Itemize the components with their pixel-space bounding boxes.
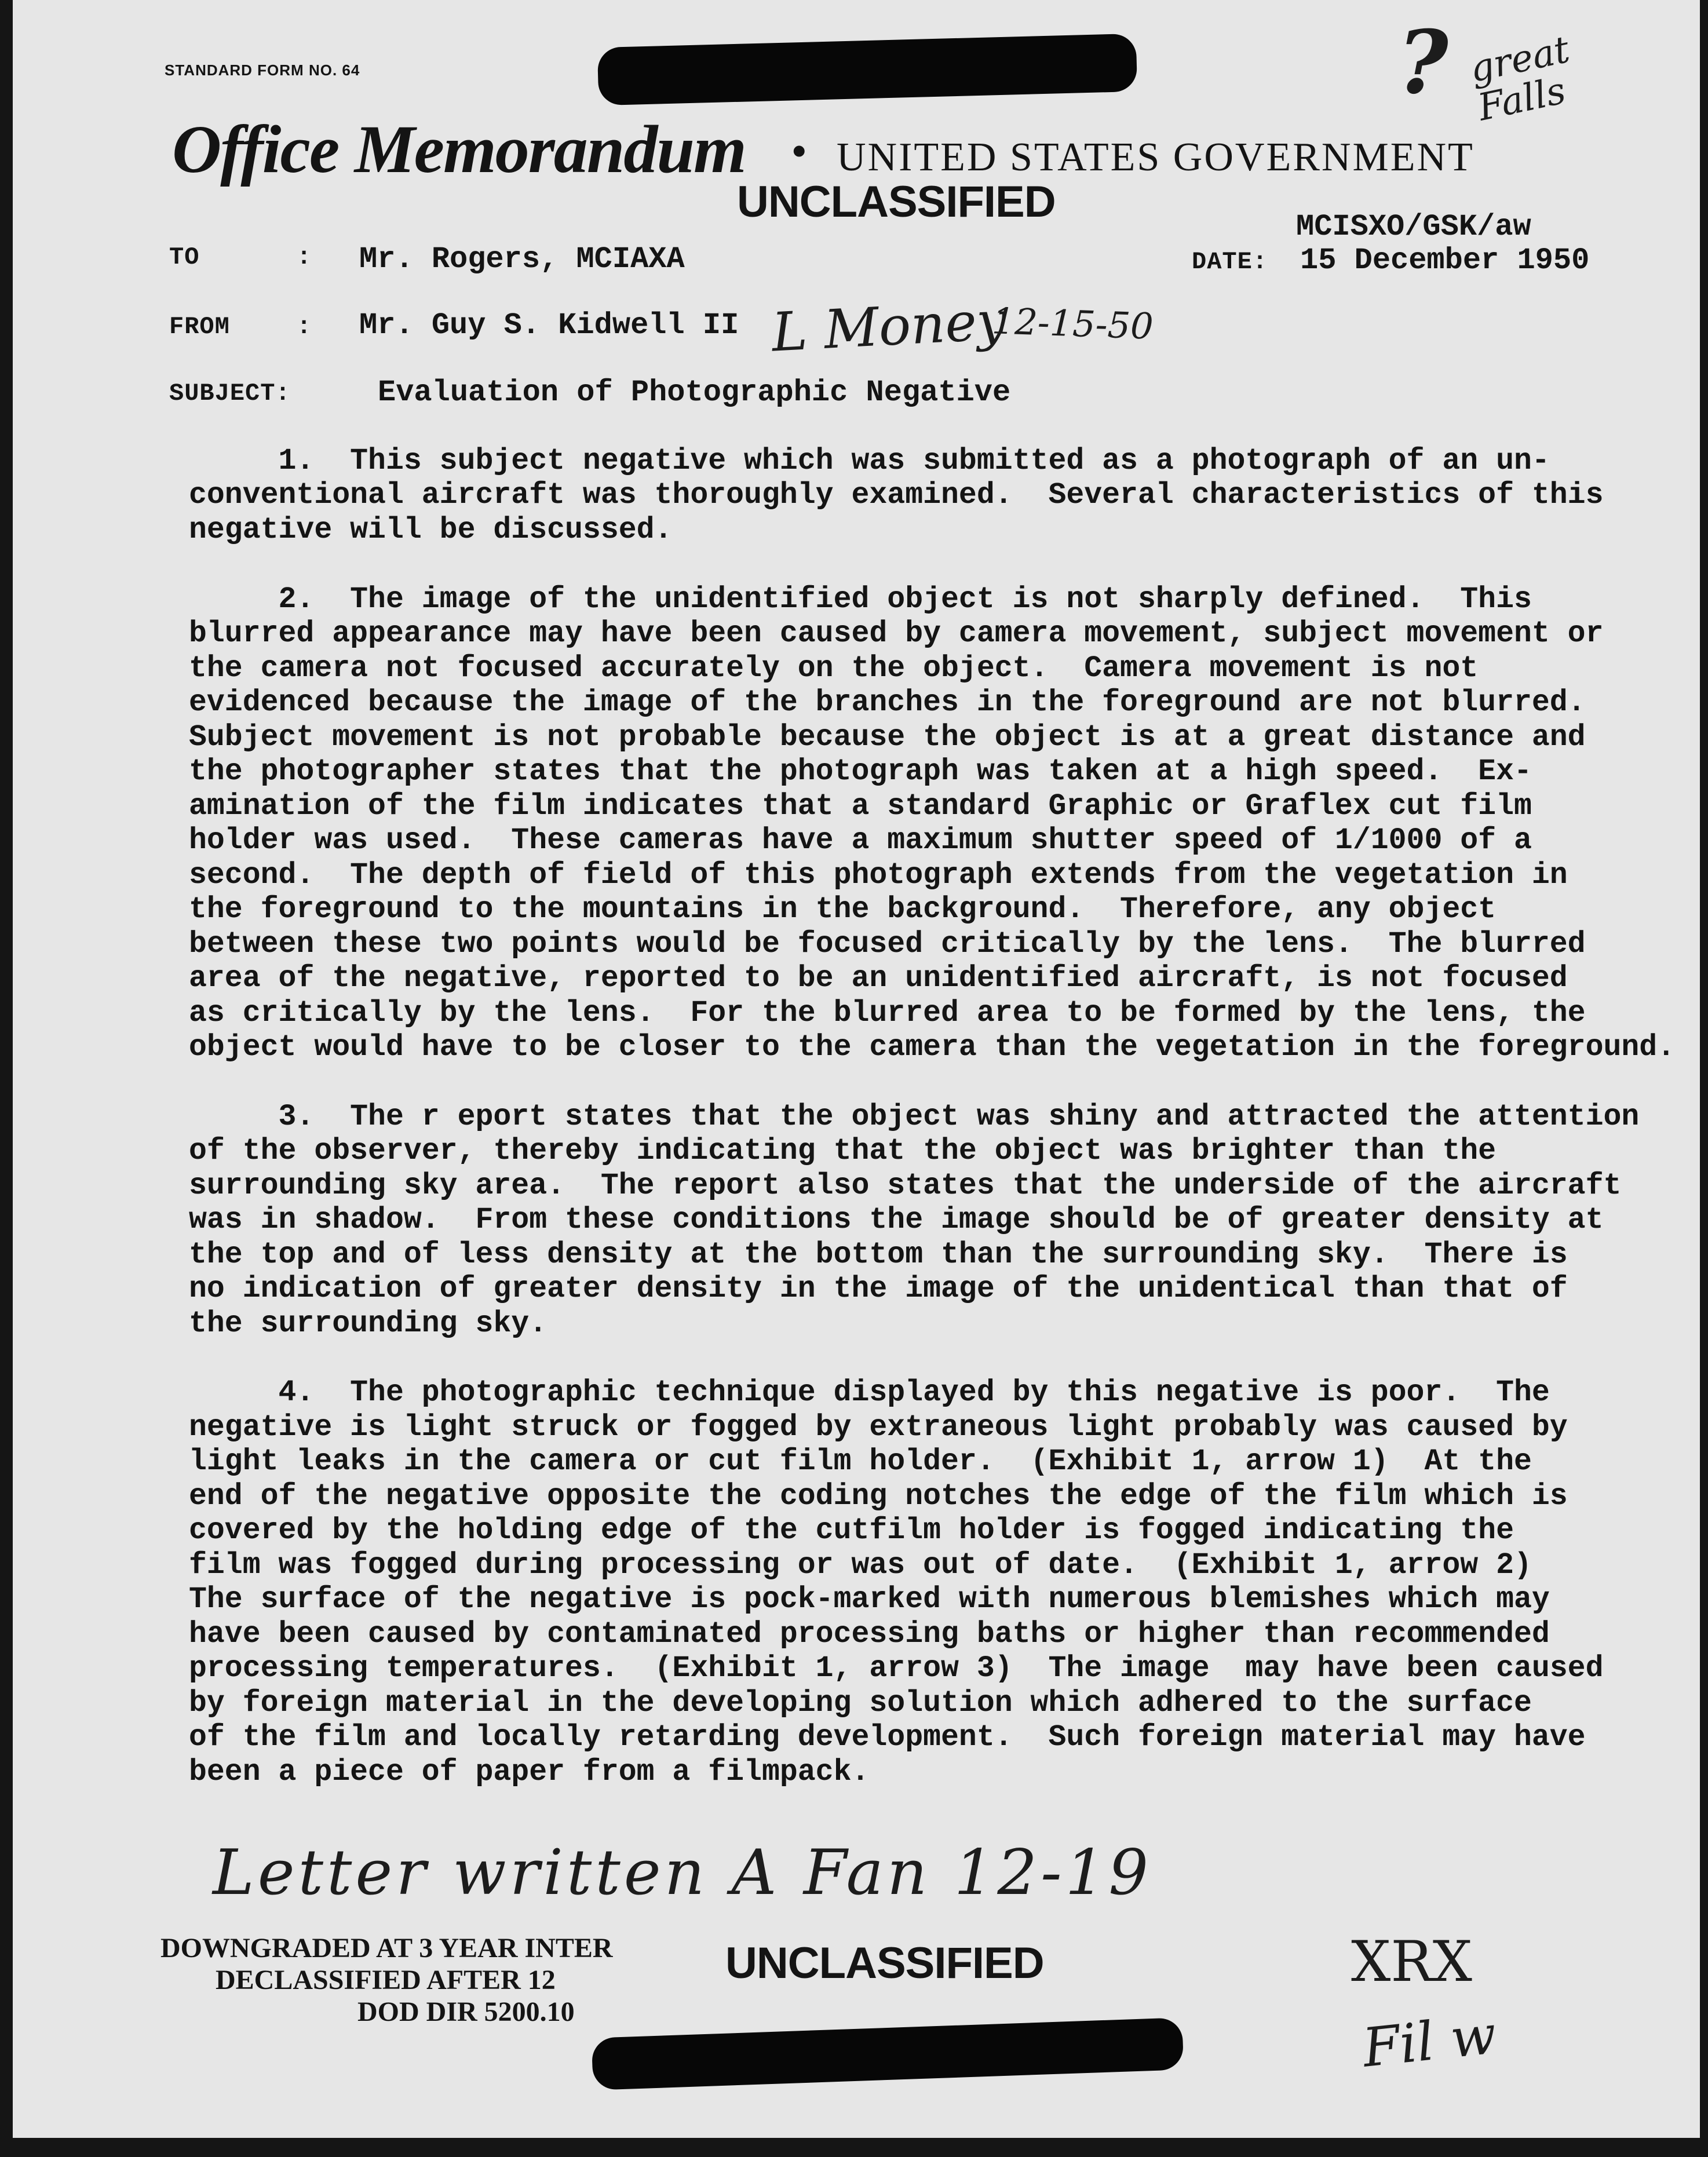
handwritten-file-note: Fil w [1360,2003,1499,2079]
from-value: Mr. Guy S. Kidwell II [359,308,739,342]
downgrade-line2: DECLASSIFIED AFTER 12 [216,1965,556,1995]
para4-line9: processing temperatures. (Exhibit 1, arrow 3) The image may have been caused [189,1652,1604,1685]
para4-line8: have been caused by contaminated processing baths or higher than recommended [189,1618,1550,1651]
from-colon: : [297,313,312,341]
redaction-bar-top [597,34,1137,105]
redaction-bar-bottom [592,2017,1184,2090]
para3-line7: the surrounding sky. [189,1307,548,1341]
para3-line5: the top and of less density at the bottom than the surrounding sky. There is [189,1238,1568,1272]
para4-line10: by foreign material in the developing solution which adhered to the surface [189,1687,1532,1720]
para2-line10: the foreground to the mountains in the background. Therefore, any object [189,893,1497,926]
downgrade-line1: DOWNGRADED AT 3 YEAR INTER [160,1933,613,1963]
from-label: FROM [169,313,230,341]
para4-line1: 4. The photographic technique displayed by this negative is poor. The [189,1376,1550,1410]
date-label: DATE: [1192,248,1268,276]
para2-line5: Subject movement is not probable because the object is at a great distance and [189,721,1586,754]
to-label: TO [169,243,200,271]
para4-line11: of the film and locally retarding development. Such foreign material may have [189,1721,1586,1754]
para2-line11: between these two points would be focused critically by the lens. The blurred [189,928,1586,961]
para4-line3: light leaks in the camera or cut film holder. (Exhibit 1, arrow 1) At the [189,1445,1532,1479]
para2-line14: object would have to be closer to the camera than the vegetation in the foreground. [189,1031,1676,1064]
para4-line7: The surface of the negative is pock-marked with numerous blemishes which may [189,1583,1550,1616]
standard-form-number: STANDARD FORM NO. 64 [165,61,360,79]
para2-line8: holder was used. These cameras have a maximum shutter speed of 1/1000 of a [189,824,1532,857]
para3-line2: of the observer, thereby indicating that the object was brighter than the [189,1134,1497,1168]
para2-line13: as critically by the lens. For the blurred area to be formed by the lens, the [189,997,1586,1030]
para3-line1: 3. The r eport states that the object was shiny and attracted the attention [189,1100,1640,1134]
downgrade-line3: DOD DIR 5200.10 [357,1997,575,2027]
handwritten-letter-note: Letter written A Fan 12-19 [213,1837,1152,1909]
para3-line4: was in shadow. From these conditions the image should be of greater density at [189,1203,1604,1237]
para2-line12: area of the negative, reported to be an unidentified aircraft, is not focused [189,962,1568,995]
classification-stamp-bottom: UNCLASSIFIED [725,1939,1044,1988]
para4-line5: covered by the holding edge of the cutfilm holder is fogged indicating the [189,1514,1514,1548]
para2-line1: 2. The image of the unidentified object is not sharply defined. This [189,583,1532,616]
para2-line7: amination of the film indicates that a standard Graphic or Graflex cut film [189,790,1532,823]
handwritten-xrx: XRX [1351,1929,1472,1994]
para4-line6: film was fogged during processing or was out of date. (Exhibit 1, arrow 2) [189,1549,1532,1582]
para2-line4: evidenced because the image of the branches in the foreground are not blurred. [189,686,1586,720]
signature-date: 12-15-50 [991,300,1154,348]
subject-value: Evaluation of Photographic Negative [378,375,1011,410]
para4-line2: negative is light struck or fogged by extraneous light probably was caused by [189,1411,1568,1444]
para1-line3: negative will be discussed. [189,513,673,547]
subject-label: SUBJECT: [169,379,291,407]
memo-title: Office Memorandum [172,111,746,187]
to-colon: : [297,243,312,271]
para2-line2: blurred appearance may have been caused by camera movement, subject movement or [189,617,1604,651]
para4-line12: been a piece of paper from a filmpack. [189,1755,870,1789]
title-separator: • [792,129,806,174]
to-value: Mr. Rogers, MCIAXA [359,242,685,276]
para3-line6: no indication of greater density in the image of the unidentical than that of [189,1272,1568,1306]
signature: L Money [770,289,1009,364]
para2-line3: the camera not focused accurately on the object. Camera movement is not [189,652,1479,685]
para3-line3: surrounding sky area. The report also states that the underside of the aircraft [189,1169,1622,1203]
para2-line9: second. The depth of field of this photograph extends from the vegetation in [189,859,1568,892]
handwritten-question-mark: ? [1397,12,1448,114]
para1-line2: conventional aircraft was thoroughly examined. Several characteristics of this [189,479,1604,512]
handwritten-note-top: great Falls [1466,28,1574,130]
date-value: 15 December 1950 [1300,243,1590,278]
para4-line4: end of the negative opposite the coding notches the edge of the film which is [189,1480,1568,1513]
classification-stamp-top: UNCLASSIFIED [737,177,1056,227]
government-title: UNITED STATES GOVERNMENT [837,135,1475,180]
reference-code: MCISXO/GSK/aw [1296,210,1531,244]
para2-line6: the photographer states that the photograph was taken at a high speed. Ex- [189,755,1532,789]
para1-line1: 1. This subject negative which was submitted as a photograph of an un- [189,444,1550,478]
memo-page [13,0,1700,2138]
